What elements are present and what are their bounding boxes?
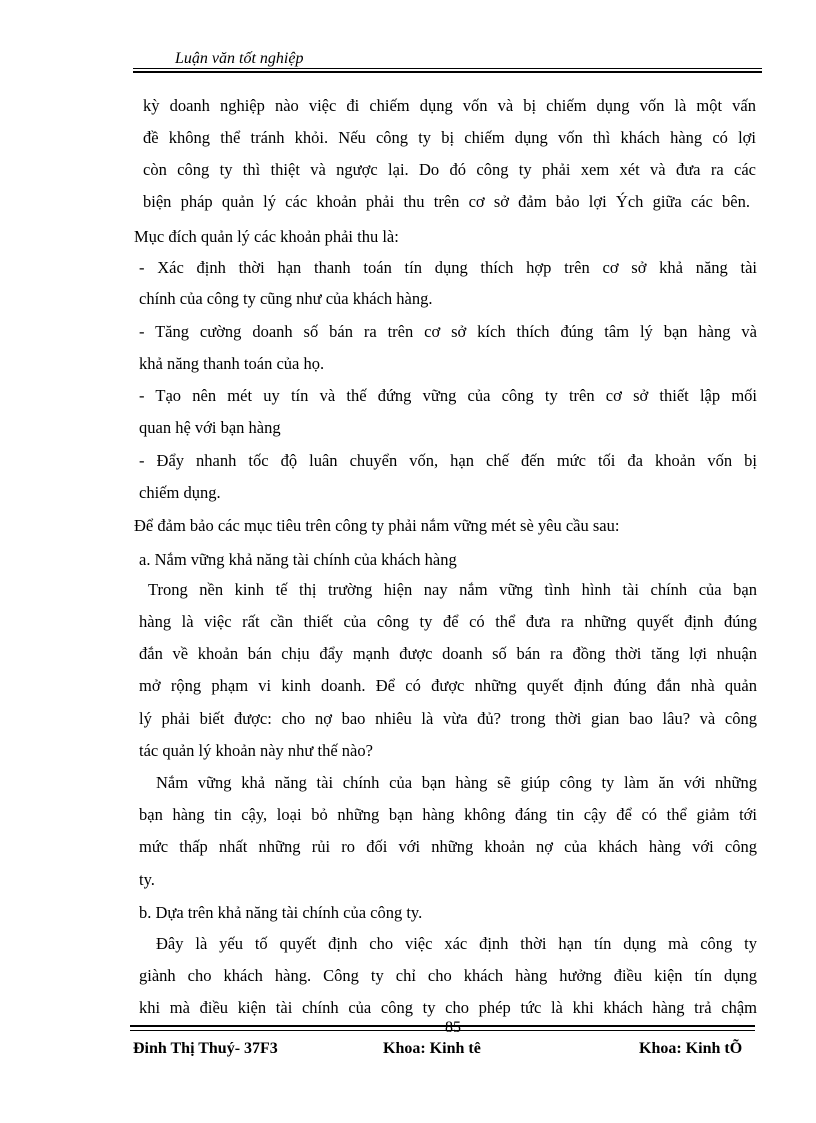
body-line: a. Nắm vững khả năng tài chính của khách hàng (139, 550, 457, 569)
body-line: tác quản lý khoản này như thế nào? (139, 741, 373, 760)
body-line: giành cho khách hàng. Công ty chỉ cho khách hàng hưởng điều kiện tín dụng (139, 966, 757, 985)
body-line: mức thấp nhất những rủi ro đối với những khoản nợ của khách hàng với công (139, 837, 757, 856)
body-line: chiếm dụng. (139, 483, 221, 502)
body-line: mở rộng phạm vi kinh doanh. Để có được những quyết định đúng đắn nhà quản (139, 676, 757, 695)
body-line: đề không thể tránh khỏi. Nếu công ty bị chiếm dụng vốn thì khách hàng có lợi (143, 128, 756, 147)
body-line: còn công ty thì thiệt và ngược lại. Do đó công ty phải xem xét và đưa ra các (143, 160, 756, 179)
body-line: bạn hàng tin cậy, loại bỏ những bạn hàng không đáng tin cậy để có thể giảm tới (139, 805, 757, 824)
footer-rule-bottom (130, 1030, 755, 1031)
body-line: chính của công ty cũng như của khách hàng. (139, 289, 433, 308)
body-line: - Đẩy nhanh tốc độ luân chuyển vốn, hạn chế đến mức tối đa khoản vốn bị (139, 451, 757, 470)
page-number: 85 (445, 1019, 461, 1036)
body-line: Mục đích quản lý các khoản phải thu là: (134, 227, 399, 246)
footer-author: Đinh Thị Thuý- 37F3 (133, 1040, 278, 1057)
body-line: ty. (139, 870, 155, 889)
body-line: - Tạo nên mét uy tín và thế đứng vững của công ty trên cơ sở thiết lập mối (139, 386, 757, 405)
footer-rule-top (130, 1025, 755, 1027)
header-title: Luận văn tốt nghiệp (175, 50, 304, 67)
body-line: Để đảm bảo các mục tiêu trên công ty phải nắm vững mét sè yêu cầu sau: (134, 516, 620, 535)
footer-faculty-1: Khoa: Kinh tê (383, 1040, 481, 1057)
body-line: Nắm vững khả năng tài chính của bạn hàng sẽ giúp công ty làm ăn với những (156, 773, 757, 792)
body-line: - Tăng cường doanh số bán ra trên cơ sở kích thích đúng tâm lý bạn hàng và (139, 322, 757, 341)
body-line: kỳ doanh nghiệp nào việc đi chiếm dụng vốn và bị chiếm dụng vốn là một vấn (143, 96, 756, 115)
footer-faculty-2: Khoa: Kinh tÕ (639, 1040, 743, 1057)
header-rule-bottom (133, 71, 762, 73)
body-line: Trong nền kinh tế thị trường hiện nay nắm vững tình hình tài chính của bạn (148, 580, 757, 599)
body-line: đắn về khoản bán chịu đẩy mạnh được doanh số bán ra đồng thời tăng lợi nhuận (139, 644, 757, 663)
body-line: khả năng thanh toán của họ. (139, 354, 325, 373)
body-line: lý phải biết được: cho nợ bao nhiêu là vừa đủ? trong thời gian bao lâu? và công (139, 709, 757, 728)
body-line: Đây là yếu tố quyết định cho việc xác định thời hạn tín dụng mà công ty (156, 934, 757, 953)
body-line: - Xác định thời hạn thanh toán tín dụng thích hợp trên cơ sở khả năng tài (139, 258, 757, 277)
body-line: b. Dựa trên khả năng tài chính của công ty. (139, 903, 423, 922)
header-rule-top (133, 68, 762, 69)
body-line: hàng là việc rất cần thiết của công ty để có thể đưa ra những quyết định đúng (139, 612, 757, 631)
body-line: biện pháp quản lý các khoản phải thu trên cơ sở đảm bảo lợi Ých giữa các bên. (143, 192, 750, 211)
body-line: quan hệ với bạn hàng (139, 418, 281, 437)
body-line: khi mà điều kiện tài chính của công ty cho phép tức là khi khách hàng trả chậm (139, 998, 757, 1017)
